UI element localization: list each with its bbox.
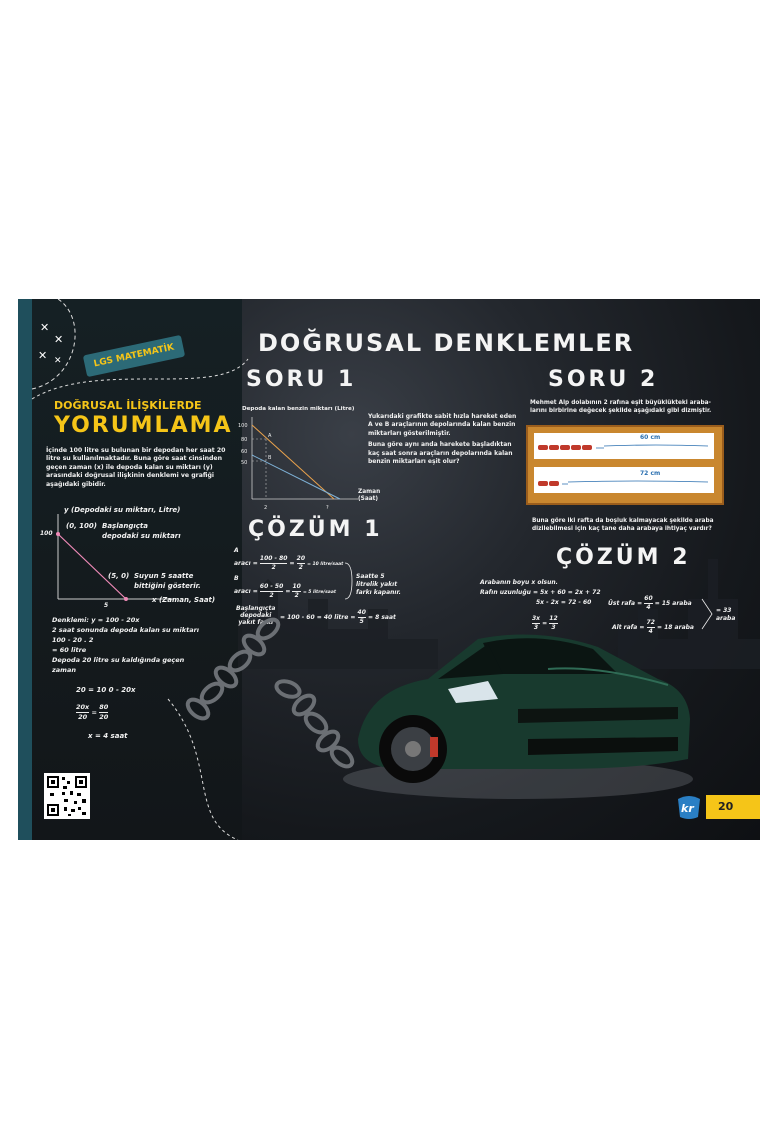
soru2-line: Mehmet Alp dolabının 2 rafına eşit büyüklükteki araba- <box>530 400 711 406</box>
soru1-line: miktarları gösterilmiştir. <box>368 429 451 437</box>
svg-text:100: 100 <box>238 423 248 429</box>
solution-line: Depoda 20 litre su kaldığında geçen <box>52 656 185 664</box>
svg-text:A: A <box>268 433 272 439</box>
note-line: farkı kapanır. <box>356 589 401 596</box>
soru1-x-label <box>358 489 380 503</box>
note-line: Saatte 5 <box>356 573 385 580</box>
qr-code[interactable] <box>44 773 90 819</box>
svg-text:B: B <box>268 455 272 461</box>
soru1-line: A ve B araçlarının depolarında kalan benzin <box>368 421 516 429</box>
solution-line: zaman <box>52 666 76 674</box>
line-b-result: = 5 litre/saat <box>302 590 337 595</box>
svg-text:80: 80 <box>241 437 248 443</box>
point-start <box>56 532 60 536</box>
point2-label: (5, 0) <box>108 572 130 580</box>
ust-label: Üst rafa = <box>608 600 643 607</box>
frac-den: 2 <box>269 592 274 599</box>
solution-line: 2 saat sonunda depoda kalan su miktarı <box>52 626 200 634</box>
page-number: 20 <box>706 795 760 819</box>
svg-text:✕: ✕ <box>38 349 48 362</box>
intro-line: arasındaki doğrusal ilişkinin denklemi ve grafiği <box>46 472 215 480</box>
svg-text:✕: ✕ <box>54 333 64 346</box>
start-label-line: Başlangıçta <box>236 605 276 612</box>
cozum2-total <box>716 607 735 623</box>
line-b-prefix: aracı = <box>234 588 258 595</box>
cozum2-line: 5x - 2x = 72 - 60 <box>536 599 592 606</box>
total-unit: araba <box>716 615 736 622</box>
start-result: = 8 saat <box>367 614 396 621</box>
frac-den: 3 <box>533 624 539 631</box>
svg-text:✕: ✕ <box>54 356 62 366</box>
start-eq: = 100 - 60 = 40 litre = <box>280 614 356 621</box>
line-b <box>252 455 340 499</box>
left-intro <box>46 447 236 489</box>
question-line: Buna göre iki rafta da boşluk kalmayacak şekilde araba <box>532 518 714 524</box>
point-end <box>124 597 128 601</box>
graph-y-label: y (Depodaki su miktarı, Litre) <box>64 506 181 514</box>
frac-num: 12 <box>549 615 558 622</box>
intro-line: litre su kullanılmaktadır. Buna göre saat cinsinden <box>46 455 223 463</box>
soru2-question <box>532 517 732 534</box>
shelf-row-top <box>534 433 714 459</box>
brace-icon <box>344 561 354 601</box>
shelf-top-length: 60 cm <box>640 434 661 441</box>
svg-text:✕: ✕ <box>40 321 50 334</box>
frac-num: 60 - 50 <box>259 583 284 590</box>
chevron-right-icon <box>700 597 714 631</box>
point2-note <box>134 571 201 591</box>
alt-label: Alt rafa = <box>612 624 645 631</box>
frac-num: 80 <box>99 703 109 711</box>
frac-den: 5 <box>359 618 364 625</box>
frac-num: 10 <box>292 583 301 590</box>
soru2-line: larını birbirine değecek şekilde aşağıdaki gibi dizmiştir. <box>530 408 712 415</box>
cozum2-lines <box>480 578 601 608</box>
svg-text:50: 50 <box>241 460 248 466</box>
total-value: = 33 <box>716 607 732 614</box>
soru1-chart-title: Depoda kalan benzin miktarı (Litre) <box>242 406 355 412</box>
frac-num: 3x <box>532 615 541 622</box>
frac-den: 3 <box>551 624 556 631</box>
point1-note <box>102 521 181 541</box>
frac-den: 4 <box>648 628 653 635</box>
cozum2-line: Rafın uzunluğu = 5x + 60 = 2x + 72 <box>480 589 601 596</box>
svg-text:60: 60 <box>241 449 248 455</box>
solution-line: = 60 litre <box>52 646 87 654</box>
frac-num: 60 <box>644 595 653 602</box>
x-label: Zaman <box>358 489 381 495</box>
solution-line: Denklemi: y = 100 - 20x <box>52 616 140 624</box>
frac-num: 72 <box>646 619 655 626</box>
cozum1-line-b: B aracı = $\frac{60 - 50}{2}$ = $\frac{10}{2}$ = 5 litre/saat <box>234 575 337 599</box>
solution-line: 100 - 20 . 2 <box>52 636 94 644</box>
question-line: dizilebilmesi için kaç tane daha arabaya ihtiyaç vardır? <box>532 526 712 533</box>
soru1-line: Buna göre aynı anda harekete başladıktan <box>368 441 512 449</box>
cozum1-heading: ÇÖZÜM 1 <box>248 517 383 542</box>
line-a-prefix: aracı = <box>234 560 258 567</box>
sports-car-illustration <box>338 619 698 799</box>
note-line: litrelik yakıt <box>356 581 398 588</box>
soru1-text <box>368 413 528 466</box>
point1-label: (0, 100) <box>66 522 97 530</box>
frac-den: 20 <box>78 713 88 721</box>
cozum2-line: Arabanın boyu x olsun. <box>480 579 558 586</box>
intro-line: aşağıdaki gibidir. <box>46 480 106 488</box>
frac-num: 20x <box>76 703 90 711</box>
soru2-text <box>530 399 730 416</box>
svg-text:2: 2 <box>264 505 268 511</box>
frac-den: 2 <box>294 592 299 599</box>
fuel-chart <box>232 413 362 513</box>
frac-num: 100 - 80 <box>259 555 288 562</box>
cozum2-heading: ÇÖZÜM 2 <box>556 545 691 570</box>
start-label-line: yakıt farkı <box>238 619 274 626</box>
point1-note-line: Başlangıçta <box>102 522 148 530</box>
frac-den: 2 <box>298 564 303 571</box>
left-heading-line2: YORUMLAMA <box>54 413 233 438</box>
alt-result: = 18 araba <box>657 624 694 631</box>
frac-num: 20 <box>296 555 306 562</box>
soru1-line: Yukarıdaki grafikte sabit hızla hareket eden <box>368 413 517 420</box>
intro-line: İçinde 100 litre su bulunan bir depodan her saat 20 <box>46 447 226 454</box>
shelf-row-bottom <box>534 467 714 493</box>
soru1-line: benzin miktarları eşit olur? <box>368 458 460 466</box>
soru1-heading: SORU 1 <box>246 367 357 392</box>
intro-line: geçen zaman (x) ile depoda kalan su miktarı (y) <box>46 463 213 471</box>
start-label-line: depodaki <box>240 612 272 619</box>
svg-text:?: ? <box>326 505 329 511</box>
red-cars-icon <box>534 467 714 493</box>
publisher-logo <box>674 793 704 821</box>
cozum1-note <box>356 573 401 597</box>
frac-den: 20 <box>99 713 109 721</box>
graph-x-label: x (Zaman, Saat) <box>152 596 216 604</box>
line-a-result: = 10 litre/saat <box>307 562 344 567</box>
page-title: DOĞRUSAL DENKLEMLER <box>258 329 635 357</box>
car-shelf <box>526 425 724 505</box>
line-b-label: B <box>234 575 239 582</box>
frac-den: 4 <box>646 604 651 611</box>
cozum2-ust <box>608 595 692 612</box>
x-unit: (Saat) <box>358 496 379 502</box>
frac-num: 40 <box>357 609 366 616</box>
left-eq3: x = 4 saat <box>88 732 128 740</box>
soru2-heading: SORU 2 <box>548 367 659 392</box>
point2-note-line: bittiğini gösterir. <box>134 582 201 590</box>
subject-badge-label: LGS MATEMATİK <box>92 342 176 370</box>
point2-note-line: Suyun 5 saatte <box>134 572 194 580</box>
water-line <box>58 534 126 599</box>
left-eq2: $\frac{20x}{20}$ = $\frac{80}{20}$ <box>76 703 109 721</box>
graph-x-tick: 5 <box>104 602 109 609</box>
left-eq1: 20 = 10 0 - 20x <box>76 686 136 694</box>
frac-den: 2 <box>271 564 276 571</box>
graph-y-tick: 100 <box>40 530 53 537</box>
cozum2-frac: $\frac{3x}{3}$ = $\frac{12}{3}$ <box>532 615 558 631</box>
publisher-logo-text: kr <box>681 802 694 815</box>
red-cars-icon <box>534 433 714 459</box>
cozum1-line-a: A aracı = $\frac{100 - 80}{2}$ = $\frac{20}{2}$ = 10 litre/saat <box>234 547 344 571</box>
soru1-line: kaç saat sonra araçların depolarında kalan <box>368 449 513 457</box>
ust-result: = 15 araba <box>654 600 692 607</box>
shelf-bottom-length: 72 cm <box>640 470 661 477</box>
line-a-label: A <box>234 547 239 554</box>
book-page <box>18 299 760 840</box>
left-heading-line1: DOĞRUSAL İLİŞKİLERDE <box>54 399 202 412</box>
line-a <box>252 425 334 499</box>
point1-note-line: depodaki su miktarı <box>102 532 181 540</box>
